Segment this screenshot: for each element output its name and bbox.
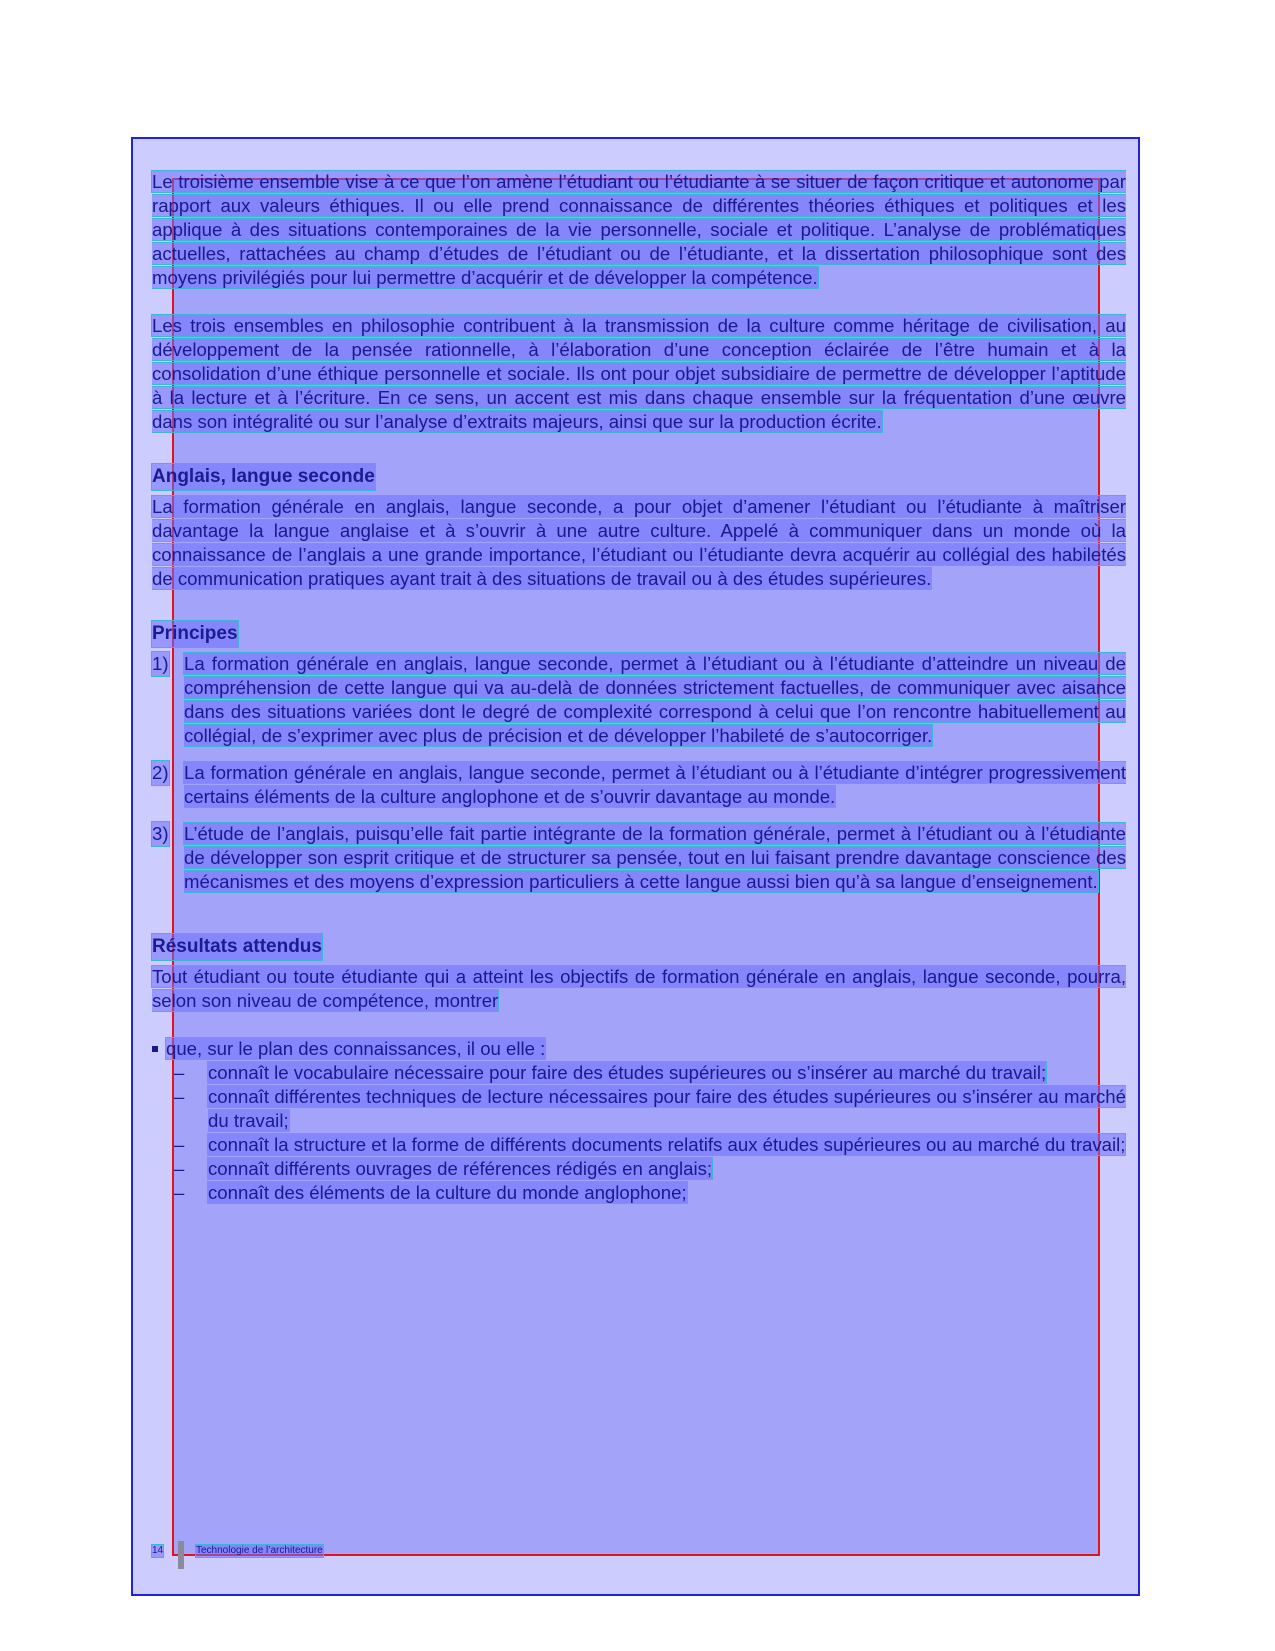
bullet-icon bbox=[152, 1046, 158, 1052]
principle-text: L’étude de l’anglais, puisqu’elle fait partie intégrante de la formation générale, permet à l’étudiant ou à l’étudiante de développer son esprit critique et de structurer sa pensée, tout en lui faisant prendre davantage conscience des mécanismes et des moyens d’expression particuliers à cette langue aussi bien qu’à sa langue d’enseignement. bbox=[184, 823, 1126, 892]
heading-anglais: Anglais, langue seconde bbox=[152, 464, 375, 490]
dash-icon: – bbox=[174, 1158, 185, 1179]
knowledge-item-text: connaît des éléments de la culture du monde anglophone; bbox=[208, 1182, 687, 1203]
paragraph-anglais-intro bbox=[152, 495, 1126, 591]
knowledge-item bbox=[152, 1157, 1126, 1181]
principle-number: 3) bbox=[152, 823, 169, 844]
knowledge-item-text: connaît différents ouvrages de références rédigés en anglais; bbox=[208, 1158, 713, 1179]
principles-list bbox=[152, 652, 1126, 894]
knowledge-item bbox=[152, 1061, 1126, 1085]
dash-icon: – bbox=[174, 1134, 185, 1155]
paragraph-ethics bbox=[152, 170, 1126, 290]
knowledge-item bbox=[152, 1133, 1126, 1157]
heading-principes: Principes bbox=[152, 621, 238, 647]
section-anglais bbox=[152, 464, 1126, 490]
page-number: 14 bbox=[152, 1545, 164, 1556]
knowledge-item bbox=[152, 1085, 1126, 1133]
paragraph-resultats-intro bbox=[152, 965, 1126, 1013]
footer-divider bbox=[178, 1541, 184, 1569]
knowledge-item-text: connaît différentes techniques de lecture nécessaires pour faire des études supérieures ou s’insérer au marché du travail; bbox=[208, 1086, 1126, 1131]
heading-resultats: Résultats attendus bbox=[152, 934, 322, 960]
paragraph-philosophy-sets-text: Les trois ensembles en philosophie contribuent à la transmission de la culture comme héritage de civilisation, au développement de la pensée rationnelle, à l’élaboration d’une conception éclairée de l’être humain et à la consolidation d’une éthique personnelle et sociale. Ils ont pour objet subsidiaire de permettre de développer l’aptitude à la lecture et à l’écriture. En ce sens, un accent est mis dans chaque ensemble sur la fréquentation d’une œuvre dans son intégralité ou sur l’analyse d’extraits majeurs, ainsi que sur la production écrite. bbox=[152, 315, 1126, 432]
principle-text: La formation générale en anglais, langue seconde, permet à l’étudiant ou à l’étudiante d’intégrer progressivement certains éléments de la culture anglophone et de s’ouvrir davantage au monde. bbox=[184, 762, 1126, 807]
document-body bbox=[152, 170, 1126, 1205]
dash-icon: – bbox=[174, 1086, 185, 1107]
principle-number: 1) bbox=[152, 653, 169, 674]
footer-text: Technologie de l’architecture bbox=[196, 1545, 323, 1556]
section-resultats bbox=[152, 934, 1126, 960]
paragraph-resultats-intro-text: Tout étudiant ou toute étudiante qui a atteint les objectifs de formation générale en anglais, langue seconde, pourra, selon son niveau de compétence, montrer bbox=[152, 966, 1126, 1011]
dash-icon: – bbox=[174, 1062, 185, 1083]
knowledge-item-text: connaît le vocabulaire nécessaire pour faire des études supérieures ou s’insérer au marché du travail; bbox=[208, 1062, 1047, 1083]
principle-text: La formation générale en anglais, langue seconde, permet à l’étudiant ou à l’étudiante d’atteindre un niveau de compréhension de cette langue qui va au-delà de données strictement factuelles, de communiquer avec aisance dans des situations variées dont le degré de complexité correspond à celui que l’on rencontre habituellement au collégial, de s’exprimer avec plus de précision et de développer l’habileté de s’autocorriger. bbox=[184, 653, 1126, 746]
section-principes bbox=[152, 621, 1126, 647]
principle-item bbox=[152, 822, 1126, 894]
paragraph-ethics-text: Le troisième ensemble vise à ce que l’on amène l’étudiant ou l’étudiante à se situer de façon critique et autonome par rapport aux valeurs éthiques. Il ou elle prend connaissance de différentes théories éthiques et politiques et les applique à des situations contemporaines de la vie personnelle, sociale et politique. L’analyse de problématiques actuelles, rattachées au champ d’études de l’étudiant ou de l’étudiante, et la dissertation philosophique sont des moyens privilégiés pour lui permettre d’acquérir et de développer la compétence. bbox=[152, 171, 1126, 288]
knowledge-bullet bbox=[152, 1037, 1126, 1061]
knowledge-item bbox=[152, 1181, 1126, 1205]
paragraph-anglais-intro-text: La formation générale en anglais, langue seconde, a pour objet d’amener l’étudiant ou l’étudiante à maîtriser davantage la langue anglaise et à s’ouvrir à une autre culture. Appelé à communiquer dans un monde où la connaissance de l’anglais a une grande importance, l’étudiant ou l’étudiante devra acquérir au collégial des habiletés de communication pratiques ayant trait à des situations de travail ou à des études supérieures. bbox=[152, 496, 1126, 589]
principle-item bbox=[152, 761, 1126, 809]
paragraph-philosophy-sets bbox=[152, 314, 1126, 434]
knowledge-list bbox=[152, 1061, 1126, 1205]
principle-item bbox=[152, 652, 1126, 748]
knowledge-bullet-text: que, sur le plan des connaissances, il ou elle : bbox=[166, 1038, 546, 1059]
dash-icon: – bbox=[174, 1182, 185, 1203]
principle-number: 2) bbox=[152, 762, 169, 783]
knowledge-item-text: connaît la structure et la forme de différents documents relatifs aux études supérieures ou au marché du travail; bbox=[208, 1134, 1126, 1155]
